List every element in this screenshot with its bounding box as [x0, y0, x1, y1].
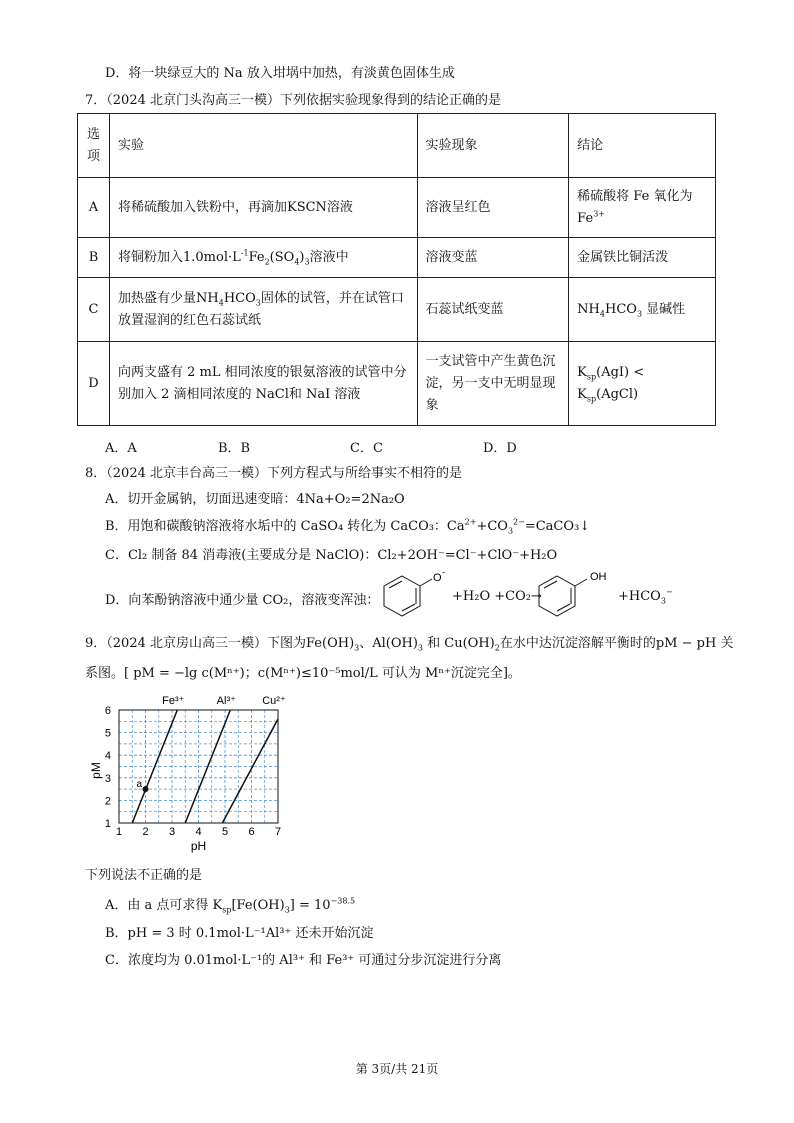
q7-table	[77, 113, 716, 426]
series-line	[185, 710, 230, 823]
point-label: a	[136, 779, 143, 791]
q7-option-c: C．C	[350, 441, 383, 456]
x-axis-label: pH	[190, 839, 207, 853]
y-tick-label: 6	[104, 705, 111, 717]
series-line	[222, 719, 278, 823]
q7-header: 7．（2024 北京门头沟高三一模）下列依据实验现象得到的结论正确的是	[85, 93, 501, 108]
series-label: Fe³⁺	[162, 695, 185, 707]
q8-option-d: D．向苯酚钠溶液中通少量 CO₂，溶液变浑浊：	[105, 593, 380, 608]
q8-d-end: $+HCO_3^-$	[618, 587, 673, 606]
q8-d-middle: +H₂O +CO₂→	[452, 589, 542, 604]
q8-option-a: A．切开金属钠，切面迅速变暗：4Na+O₂=2Na₂O	[105, 492, 405, 507]
y-axis-label: pM	[89, 762, 103, 779]
q6-option-d: D．将一块绿豆大的 Na 放入坩埚中加热，有淡黄色固体生成	[105, 66, 455, 81]
q9-line1: 9．（2024 北京房山高三一模）下图为$Fe(OH)_3$、$Al(OH)_3$ 和 $Cu(OH)_2$在水中达沉淀溶解平衡时的pM − pH 关	[85, 636, 734, 653]
col-header-option: 选项	[78, 114, 110, 178]
y-tick-label: 3	[104, 772, 111, 785]
x-tick-label: 3	[168, 826, 176, 838]
y-tick-label: 1	[104, 818, 111, 830]
table-row: D 向两支盛有 2 mL 相同浓度的银氨溶液的试管中分 别加入 2 滴相同浓度的 NaCl和 NaI 溶液 一支试管中产生黄色沉 淀，另一支中无明显现 象 $K_{sp}(AgI)$ < $K_{sp}(AgCl)$	[78, 342, 716, 426]
x-tick-label: 6	[248, 826, 255, 838]
q8-option-c: C．Cl₂ 制备 84 消毒液(主要成分是 NaClO)：Cl₂+2OH⁻=Cl⁻+ClO⁻+H₂O	[105, 548, 558, 563]
table-row: C 加热盛有少量$NH_4HCO_3$固体的试管，并在试管口 放置湿润的红色石蕊试纸 石蕊试纸变蓝 $NH_4HCO_3$ 显碱性	[78, 278, 716, 342]
x-tick-label: 7	[274, 826, 282, 838]
q7-option-b: B．B	[218, 441, 251, 456]
q9-option-c: C．浓度均为 0.01mol·L⁻¹的 Al³⁺ 和 Fe³⁺ 可通过分步沉淀进行分离	[105, 953, 502, 968]
x-tick-label: 5	[221, 826, 229, 838]
svg-text:-: -	[442, 568, 445, 577]
phenol-structure-icon	[535, 568, 615, 618]
q9-prompt: 下列说法不正确的是	[85, 868, 203, 883]
q7-option-a: A．A	[105, 441, 137, 456]
q9-option-b: B．pH = 3 时 0.1mol·L⁻¹Al³⁺ 还未开始沉淀	[105, 926, 374, 941]
series-label: Cu²⁺	[262, 695, 286, 707]
q8-header: 8．（2024 北京丰台高三一模）下列方程式与所给事实不相符的是	[85, 466, 462, 481]
col-header-con: 结论	[569, 114, 716, 178]
table-row: B 将铜粉加入$1.0mol\cdot L^{-1}Fe_2(SO_4)_3$溶液中 溶液变蓝 金属铁比铜活泼	[78, 238, 716, 278]
table-row: A 将稀硫酸加入铁粉中，再滴加KSCN溶液 溶液呈红色 稀硫酸将 Fe 氧化为 $Fe^{3+}$	[78, 178, 716, 238]
y-tick-label: 2	[104, 795, 111, 808]
svg-text:O: O	[433, 572, 442, 584]
phenoxide-structure-icon	[380, 568, 460, 618]
col-header-obs: 实验现象	[417, 114, 569, 178]
q9-chart	[84, 690, 314, 855]
y-tick-label: 4	[104, 750, 111, 763]
x-tick-label: 1	[115, 826, 123, 838]
col-header-exp: 实验	[109, 114, 417, 178]
q9-option-a: A．由 a 点可求得 $K_{sp}[Fe(OH)_3] = 10^{-38.5}$	[105, 896, 356, 915]
page-footer: 第 3页/共 21页	[355, 1062, 439, 1076]
q7-option-d: D．D	[483, 441, 517, 456]
series-label: Al³⁺	[216, 695, 236, 707]
point-a	[143, 786, 149, 792]
q8-option-b: B．用饱和碳酸钠溶液将水垢中的 CaSO₄ 转化为 CaCO₃：$Ca^{2+}+CO_3^{2-}=CaCO_3↓$	[105, 517, 591, 536]
svg-text:OH: OH	[590, 571, 607, 583]
x-tick-label: 4	[195, 826, 202, 838]
x-tick-label: 2	[142, 826, 149, 838]
y-tick-label: 5	[104, 727, 111, 740]
q9-line2: 系图。[ pM = −lg c(Mⁿ⁺)；c(Mⁿ⁺)≤10⁻⁵mol/L 可认为 Mⁿ⁺沉淀完全]。	[85, 666, 521, 681]
